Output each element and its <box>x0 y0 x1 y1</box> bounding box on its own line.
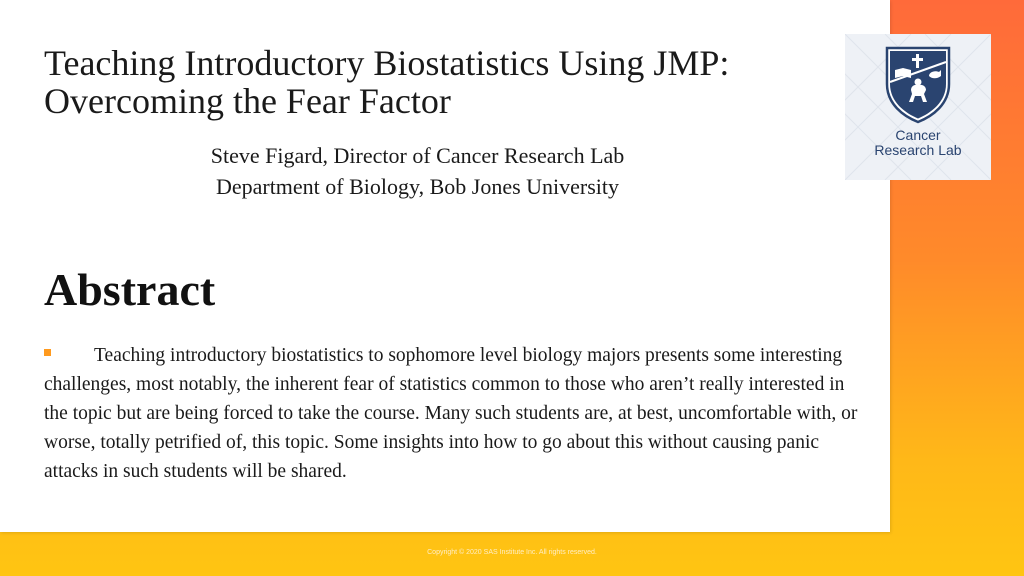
university-crest-icon <box>885 46 951 124</box>
copyright-footer: Copyright © 2020 SAS Institute Inc. All rights reserved. <box>427 549 597 556</box>
author-byline <box>120 140 715 202</box>
affiliation-line: Department of Biology, Bob Jones University <box>215 174 620 199</box>
abstract-paragraph <box>44 341 866 486</box>
abstract-heading: Abstract <box>44 264 216 315</box>
cancer-research-lab-logo <box>845 34 991 180</box>
square-bullet-icon <box>44 349 51 356</box>
logo-text-line-1: Cancer <box>895 127 941 143</box>
logo-text <box>845 128 991 158</box>
author-line: Steve Figard, Director of Cancer Research Lab <box>210 143 625 168</box>
slide-title <box>44 44 844 120</box>
abstract-text: Teaching introductory biostatistics to sophomore level biology majors presents some interesting challenges, most notably, the inherent fear of statistics common to those who aren’t really interested in the topic but are being forced to take the course. Many such students are, at best, uncomfortable with, or worse, totally petrified of, this topic. Some insights into how to go about this without causing panic attacks in such students will be shared. <box>44 345 858 482</box>
slide-title-line-1: Teaching Introductory Biostatistics Using JMP: <box>44 43 730 83</box>
slide-title-line-2: Overcoming the Fear Factor <box>44 81 451 121</box>
logo-text-line-2: Research Lab <box>874 142 962 158</box>
